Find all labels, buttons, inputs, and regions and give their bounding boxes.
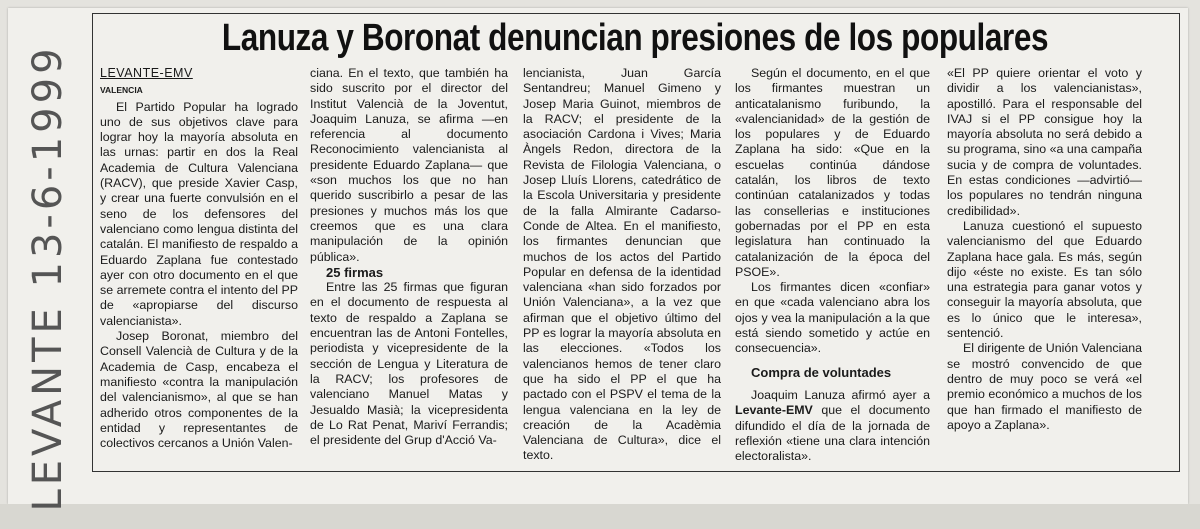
paragraph: «El PP quiere orientar el voto y dividir a los valencianistas», apostilló. Para el responsable del IVAJ si el PP consigue hoy la mayoría absoluta no será debido a su programa, sino «a una campaña sucia y de compra de voluntades. En estas condiciones —advirtió— los populares no tendrán ninguna credibilidad».: [947, 66, 1142, 218]
text-run: Joaquim Lanuza afirmó ayer a: [751, 387, 930, 402]
headline: Lanuza y Boronat denuncian presiones de los populares: [221, 17, 1049, 59]
paragraph: [735, 388, 930, 464]
paragraph: lencianista, Juan García Sentandreu; Manuel Gimeno y Josep Maria Guinot, miembros de la RACV; el presidente de la asociación Cardona i Vives; Maria Àngels Redon, directora de la Revista de Filologia Valenciana, o Josep Lluís Llorens, catedrático de la Escola Universitaria y presidente de la falla Almirante Cadarso-Conde de Altea. En el manifiesto, los firmantes denuncian que muchos de los actos del Partido Popular en defensa de la identidad valenciana «han sido forzados por Unión Valenciana», a la vez que afirman que el objetivo último del PP es lograr la mayoría absoluta en las elecciones. «Todos los valencianos hemos de tener claro que ha sido el PP el que ha pactado con el PSPV el tema de la lengua valenciana en la ley de creación de la Acadèmia Valenciana de Cultura», dice el texto.: [523, 66, 721, 463]
paragraph: El Partido Popular ha logrado uno de sus objetivos clave para lograr hoy la mayoría absoluta en las urnas: partir en dos la Real Academia de Cultura Valenciana (RACV), que preside Xavier Casp, y crear una fuerte convulsión en el seno de los defensores del valenciano como lengua distinta del catalán. El manifiesto de respaldo a Eduardo Zaplana fue contestado ayer con otro documento en el que se arremete contra el intento del PP de «apropiarse del discurso valencianista».: [100, 99, 298, 328]
column-5: [947, 66, 1142, 433]
column-1: [100, 66, 298, 451]
subheading: 25 firmas: [326, 264, 384, 280]
text-run: que el documento difundido el día de la jornada de reflexión «tiene una clara intención electoralista».: [735, 403, 930, 464]
paragraph: Josep Boronat, miembro del Consell Valencià de Cultura y de la Academia de Casp, encabeza el manifiesto «contra la manipulación del valencianismo», al que se han adherido otros componentes de la entidad y representantes de colectivos cercanos a Unión Valen-: [100, 329, 298, 451]
paragraph: ciana. En el texto, que también ha sido suscrito por el director del Institut Valencià de la Joventut, Joaquim Lanuza, se afirma —en referencia al documento Reconocimiento valencianista al presidente Eduardo Zaplana— que «son muchos los que no han querido suscribirlo a pesar de las presiones y muchos más los que creemos que es una clara manipulación de la opinión pública».: [310, 66, 508, 264]
byline: LEVANTE-EMV: [100, 66, 193, 80]
subheading: Compra de voluntades: [751, 364, 892, 380]
handwritten-date-note: LEVANTE 13-6-1999: [25, 44, 71, 512]
paragraph: Los firmantes dicen «confiar» en que «cada valenciano abra los ojos y vea la manipulación a la que está siendo sometido y actúe en consecuencia».: [735, 280, 930, 356]
paragraph: Lanuza cuestionó el supuesto valencianismo del que Eduardo Zaplana hace gala. Es más, según dijo «éste no existe. Es tan sólo una estrategia para ganar votos y conseguir la mayoría absoluta, que es lo único que le interesa», sentenció.: [947, 218, 1142, 341]
paragraph: Según el documento, en el que los firmantes muestran un anticatalanismo furibundo, la «valencianidad» de la gestión de los populares y de Eduardo Zaplana ha sido: «Que en la escuelas continúa dándose catalán, los libros de texto continúan catalanizados y todas las consellerias e instituciones gobernadas por el PP en esta legislatura han continuado la catalanización de la época del PSOE».: [735, 66, 930, 279]
column-3: [523, 66, 721, 464]
newspaper-name-bold: Levante-EMV: [735, 403, 813, 418]
column-2: [310, 66, 508, 448]
scan-background-strip: [0, 504, 1200, 529]
paragraph: Entre las 25 firmas que figuran en el documento de respuesta al texto de respaldo a Zaplana se encuentran las de Antoni Fontelles, periodista y vicepresidente de la sección de Lengua y Literatura de la RACV; los profesores de valenciano Manuel Matas y Jesualdo Masià; la vicepresidenta de Lo Rat Penat, Mariví Ferrandis; el presidente del Grup d'Acció Va-: [310, 280, 508, 448]
location-dateline: VALENCIA: [100, 85, 143, 96]
column-4: [735, 66, 930, 464]
paragraph: El dirigente de Unión Valenciana se mostró convencido de que dentro de muy poco se verá «el premio económico a muchos de los que han firmado el manifiesto de apoyo a Zaplana».: [947, 341, 1142, 432]
